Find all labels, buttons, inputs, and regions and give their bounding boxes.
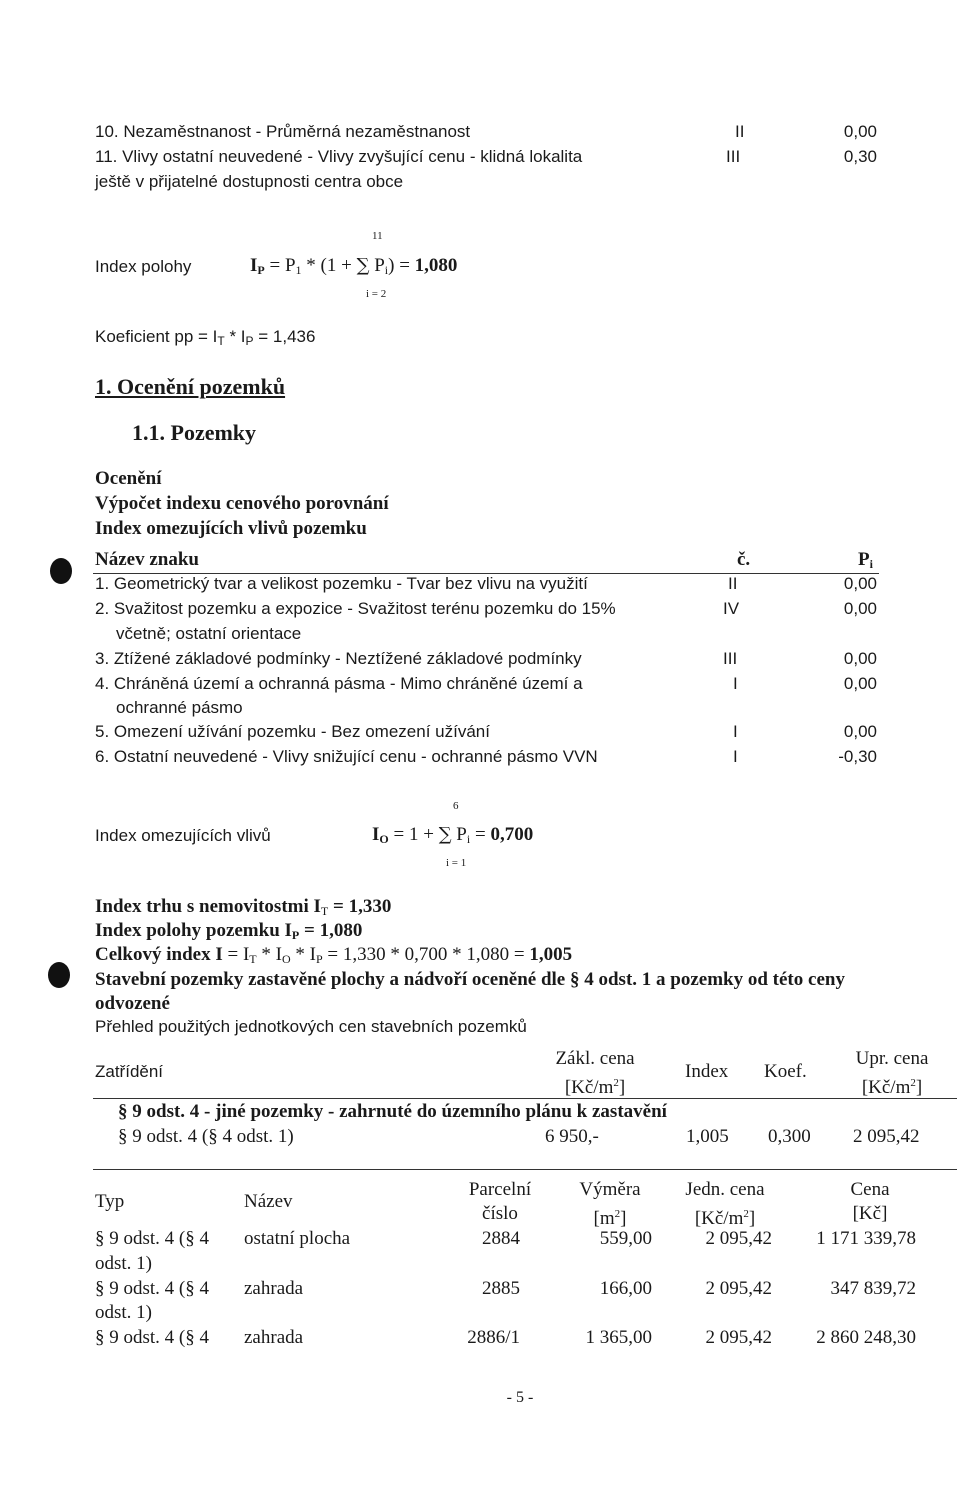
factor-11-text: 11. Vlivy ostatní neuvedené - Vlivy zvyšující cenu - klidná lokalita: [95, 147, 583, 166]
koeficient-line: Koeficient pp = $I_T * I_P = 1,436$: [95, 327, 316, 348]
page-number: - 5 -: [506, 1389, 534, 1406]
table3-row-jedn-cena: 2 095,42: [705, 1228, 772, 1249]
factor-11-continuation: ještě v přijatelné dostupnosti centra obce: [95, 172, 404, 191]
table3-row-cena: 2 860 248,30: [816, 1327, 916, 1348]
table3-row-vymera: 1 365,00: [585, 1327, 652, 1348]
table2-row-index: 1,005: [686, 1126, 729, 1147]
index-polohy-upper-limit: 11: [372, 230, 383, 242]
factor-10-value: 0,00: [843, 122, 877, 141]
table1-row-category: II: [728, 574, 738, 593]
celkovy-index-line: Celkový index $I = I_T * I_O * I_P = 1,330 * 0,700 * 1,080 = 1,005$: [95, 944, 573, 966]
table3-row-vymera: 166,00: [599, 1278, 652, 1299]
table3-row-typ: § 9 odst. 4 (§ 4: [95, 1278, 209, 1299]
table1-row-category: IV: [723, 599, 740, 618]
table1-row-value: 0,00: [843, 649, 877, 668]
table3-row-cena: 1 171 339,78: [816, 1228, 916, 1249]
index-omez-label: Index omezujících vlivů: [95, 826, 271, 845]
index-polohy-pozemku-line: Index polohy pozemku $I_P = 1,080$: [95, 920, 363, 942]
table2-row-zatrideni: § 9 odst. 4 (§ 4 odst. 1): [118, 1126, 294, 1147]
table2-header-upr-cena: Upr. cena $[Kč/m^2]$: [855, 1048, 929, 1098]
factor-10-text: 10. Nezaměstnanost - Průměrná nezaměstnanost: [95, 122, 471, 141]
table2-header-zakl-cena: Zákl. cena $[Kč/m^2]$: [555, 1048, 635, 1098]
stavebni-pozemky-heading-cont: odvozené: [95, 993, 170, 1014]
table3-header-vymera: Výměra $[m^2]$: [579, 1179, 641, 1229]
index-omez-lower-limit: i = 1: [446, 857, 467, 869]
section-heading-1: 1. Ocenění pozemků: [95, 374, 286, 399]
table3-row-parcelni-cislo: 2884: [482, 1228, 520, 1249]
table3-row-parcelni-cislo: 2886/1: [467, 1327, 520, 1348]
table3-row-jedn-cena: 2 095,42: [705, 1278, 772, 1299]
heading-vypocet: Výpočet indexu cenového porovnání: [95, 493, 389, 514]
table1-row-value: 0,00: [843, 722, 877, 741]
table2-header-zatrideni: Zatřídění: [95, 1062, 164, 1081]
factor-11-value: 0,30: [843, 147, 877, 166]
table1-row-continuation: včetně; ostatní orientace: [116, 624, 302, 643]
table3-header-cena: Cena [Kč]: [850, 1179, 890, 1224]
table1-row-text: 5. Omezení užívání pozemku - Bez omezení užívání: [95, 722, 490, 741]
table3-row-typ-cont: odst. 1): [95, 1253, 152, 1274]
stavebni-pozemky-heading: Stavební pozemky zastavěné plochy a nádvoří oceněné dle § 4 odst. 1 a pozemky od této ceny: [95, 969, 845, 990]
table2-header-index: Index: [685, 1061, 729, 1082]
table1-header-p: $P_i$: [858, 549, 873, 571]
table1-header-name: Název znaku: [95, 549, 199, 570]
table1-row-text: 3. Ztížené základové podmínky - Neztížené základové podmínky: [95, 649, 582, 668]
table1-row-category: I: [733, 722, 738, 741]
table3-header-parcelni-cislo: Parcelní číslo: [468, 1179, 532, 1224]
table3-row-cena: 347 839,72: [830, 1278, 916, 1299]
index-omez-upper-limit: 6: [453, 800, 459, 812]
index-polohy-label: Index polohy: [95, 257, 192, 276]
table3-row-nazev: zahrada: [244, 1278, 304, 1299]
table1-row-category: I: [733, 674, 738, 693]
factor-10-category: II: [735, 122, 745, 141]
table3-row-nazev: ostatní plocha: [244, 1228, 351, 1249]
table1-row-category: III: [723, 649, 738, 668]
index-omez-formula: $I_O = 1$ + ∑ $P_i = 0,700$: [372, 824, 534, 846]
table3-row-typ-cont: odst. 1): [95, 1302, 152, 1323]
table3-header-typ: Typ: [95, 1191, 125, 1212]
prehled-heading: Přehled použitých jednotkových cen stavebních pozemků: [95, 1017, 527, 1036]
table3-row-vymera: 559,00: [599, 1228, 652, 1249]
table2-row-zakl-cena: 6 950,-: [545, 1126, 599, 1147]
table2-group-row: § 9 odst. 4 - jiné pozemky - zahrnuté do územního plánu k zastavění: [118, 1101, 667, 1122]
table1-row-value: 0,00: [843, 599, 877, 618]
table2-header-koef: Koef.: [764, 1061, 807, 1082]
table1-row-value: 0,00: [843, 674, 877, 693]
table3-row-typ: § 9 odst. 4 (§ 4: [95, 1228, 209, 1249]
table3-header-nazev: Název: [244, 1191, 293, 1212]
binder-hole-mark: [50, 558, 72, 584]
table1-row-text: 1. Geometrický tvar a velikost pozemku - Tvar bez vlivu na využití: [95, 574, 588, 593]
table1-row-continuation: ochranné pásmo: [116, 698, 243, 717]
index-polohy-lower-limit: i = 2: [366, 288, 387, 300]
table1-row-category: I: [733, 747, 738, 766]
table1-header-c: č.: [737, 549, 751, 570]
section-heading-1-1: 1.1. Pozemky: [132, 420, 257, 445]
table3-header-jedn-cena: Jedn. cena $[Kč/m^2]$: [685, 1179, 765, 1229]
index-polohy-value: 1,080: [414, 255, 458, 276]
table1-row-value: -0,30: [838, 747, 877, 766]
table2-row-koef: 0,300: [768, 1126, 811, 1147]
table3-top-rule: [93, 1169, 957, 1170]
heading-oceneni: Ocenění: [95, 468, 162, 489]
table1-row-value: 0,00: [843, 574, 877, 593]
table3-row-nazev: zahrada: [244, 1327, 304, 1348]
table1-row-text: 2. Svažitost pozemku a expozice - Svažitost terénu pozemku do 15%: [95, 599, 616, 618]
heading-index-omezujicich: Index omezujících vlivů pozemku: [95, 518, 367, 539]
table1-row-text: 4. Chráněná území a ochranná pásma - Mimo chráněné území a: [95, 674, 583, 693]
table1-row-text: 6. Ostatní neuvedené - Vlivy snižující cenu - ochranné pásmo VVN: [95, 747, 598, 766]
index-trhu-line: Index trhu s nemovitostmi $I_T = 1,330$: [95, 896, 392, 918]
table2-header-rule: [93, 1098, 957, 1099]
factor-11-category: III: [726, 147, 741, 166]
table3-row-parcelni-cislo: 2885: [482, 1278, 520, 1299]
binder-hole-mark: [48, 962, 70, 988]
index-omez-value: 0,700: [490, 824, 534, 845]
table3-row-typ: § 9 odst. 4 (§ 4: [95, 1327, 209, 1348]
table3-row-jedn-cena: 2 095,42: [705, 1327, 772, 1348]
table2-row-upr-cena: 2 095,42: [853, 1126, 920, 1147]
index-polohy-formula: $I_P = P_1 * (1$ + ∑ $P_i) = 1,080$: [250, 255, 458, 277]
